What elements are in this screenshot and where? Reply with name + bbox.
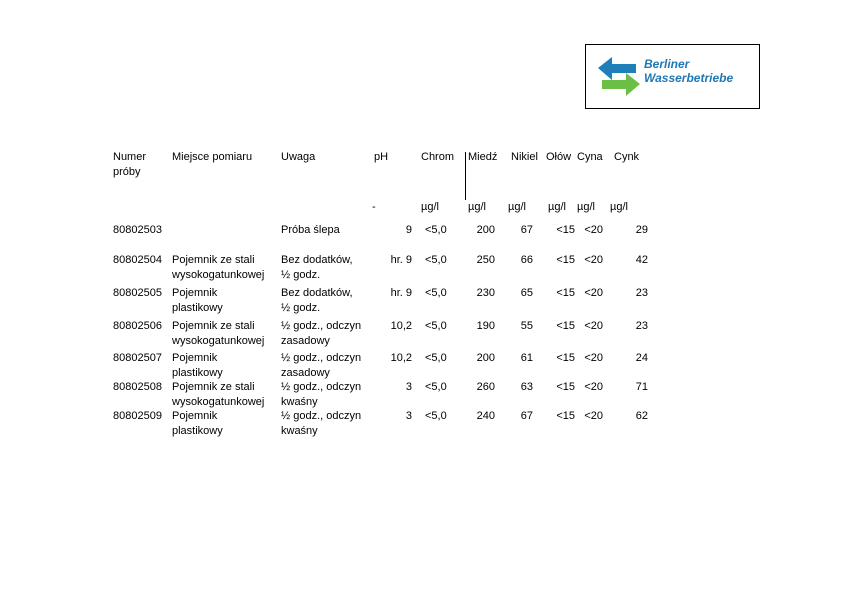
right-arrow-icon bbox=[602, 73, 640, 96]
cell-miedz: 200 bbox=[476, 352, 495, 364]
logo-line-2: Wasserbetriebe bbox=[644, 71, 734, 85]
cell-olow: <15 bbox=[556, 224, 575, 236]
header-miedz: Miedź bbox=[468, 151, 498, 163]
cell-cynk: 23 bbox=[635, 320, 648, 332]
cell-cyna: <20 bbox=[584, 287, 603, 299]
cell-cynk: 62 bbox=[635, 410, 648, 422]
cell-numer: 80802507 bbox=[113, 352, 162, 364]
berliner-wasserbetriebe-logo bbox=[585, 44, 760, 109]
cell-miejsce-line-2: wysokogatunkowej bbox=[172, 268, 265, 281]
header-miejsce: Miejsce pomiaru bbox=[172, 151, 253, 163]
header-numer-line-1: Numer bbox=[113, 151, 147, 163]
cell-nikiel: 67 bbox=[520, 224, 533, 236]
cell-nikiel: 66 bbox=[520, 254, 533, 266]
cell-miejsce-line-1: Pojemnik ze stali bbox=[172, 381, 255, 393]
cell-uwaga bbox=[281, 380, 361, 409]
cell-nikiel: 55 bbox=[520, 320, 533, 332]
cell-chrom: <5,0 bbox=[425, 320, 447, 332]
cell-miejsce bbox=[172, 380, 264, 409]
cell-olow: <15 bbox=[556, 287, 575, 299]
cell-cynk: 71 bbox=[635, 381, 648, 393]
header-numer-line-2: próby bbox=[113, 165, 141, 178]
cell-cynk: 29 bbox=[635, 224, 648, 236]
cell-olow: <15 bbox=[556, 352, 575, 364]
cell-cyna: <20 bbox=[584, 352, 603, 364]
unit-olow: µg/l bbox=[548, 201, 566, 213]
cell-miejsce-line-2: plastikowy bbox=[172, 366, 223, 379]
cell-uwaga-line-1: Próba ślepa bbox=[281, 224, 340, 236]
cell-miejsce bbox=[172, 286, 223, 315]
cell-nikiel: 65 bbox=[520, 287, 533, 299]
header-chrom: Chrom bbox=[421, 151, 455, 163]
cell-nikiel: 61 bbox=[520, 352, 533, 364]
cell-uwaga-line-2: ½ godz. bbox=[281, 301, 321, 314]
cell-chrom: <5,0 bbox=[425, 410, 447, 422]
cell-cyna: <20 bbox=[584, 320, 603, 332]
cell-cynk: 24 bbox=[635, 352, 648, 364]
cell-numer: 80802506 bbox=[113, 320, 162, 332]
unit-cynk: µg/l bbox=[610, 201, 628, 213]
cell-cyna: <20 bbox=[584, 224, 603, 236]
cell-uwaga-line-2: zasadowy bbox=[281, 334, 330, 347]
cell-chrom: <5,0 bbox=[425, 254, 447, 266]
cell-nikiel: 67 bbox=[520, 410, 533, 422]
cell-ph: 9 bbox=[405, 224, 412, 236]
unit-chrom: µg/l bbox=[421, 201, 439, 213]
logo-line-1: Berliner bbox=[644, 57, 690, 71]
cell-numer: 80802504 bbox=[113, 254, 162, 266]
cell-miejsce-line-1: Pojemnik bbox=[172, 410, 218, 422]
cell-miejsce bbox=[172, 351, 223, 380]
header-numer bbox=[113, 150, 146, 179]
cell-uwaga bbox=[281, 319, 361, 348]
cell-chrom: <5,0 bbox=[425, 287, 447, 299]
cell-miejsce-line-1: Pojemnik ze stali bbox=[172, 320, 255, 332]
cell-uwaga-line-1: ½ godz., odczyn bbox=[281, 320, 362, 332]
cell-uwaga bbox=[281, 223, 340, 238]
cell-miedz: 230 bbox=[476, 287, 495, 299]
cell-miedz: 260 bbox=[476, 381, 495, 393]
cell-numer: 80802505 bbox=[113, 287, 162, 299]
cell-olow: <15 bbox=[556, 320, 575, 332]
cell-ph: hr. 9 bbox=[390, 287, 412, 299]
cell-miedz: 200 bbox=[476, 224, 495, 236]
cell-cyna: <20 bbox=[584, 381, 603, 393]
cell-uwaga bbox=[281, 409, 361, 438]
cell-uwaga-line-1: ½ godz., odczyn bbox=[281, 381, 362, 393]
cell-miejsce-line-2: plastikowy bbox=[172, 424, 223, 437]
cell-uwaga-line-2: zasadowy bbox=[281, 366, 330, 379]
header-divider bbox=[465, 152, 466, 200]
cell-uwaga bbox=[281, 351, 361, 380]
header-uwaga: Uwaga bbox=[281, 151, 316, 163]
header-olow: Ołów bbox=[546, 151, 572, 163]
logo-text bbox=[644, 57, 733, 85]
cell-chrom: <5,0 bbox=[425, 352, 447, 364]
cell-olow: <15 bbox=[556, 381, 575, 393]
unit-nikiel: µg/l bbox=[508, 201, 526, 213]
cell-miejsce-line-1: Pojemnik ze stali bbox=[172, 254, 255, 266]
unit-cyna: µg/l bbox=[577, 201, 595, 213]
cell-miejsce-line-2: plastikowy bbox=[172, 301, 223, 314]
cell-olow: <15 bbox=[556, 410, 575, 422]
cell-cyna: <20 bbox=[584, 254, 603, 266]
cell-cynk: 42 bbox=[635, 254, 648, 266]
cell-ph: 3 bbox=[405, 410, 412, 422]
cell-chrom: <5,0 bbox=[425, 224, 447, 236]
header-ph: pH bbox=[374, 151, 389, 163]
cell-uwaga-line-1: Bez dodatków, bbox=[281, 254, 353, 266]
cell-miejsce-line-2: wysokogatunkowej bbox=[172, 395, 265, 408]
header-cyna: Cyna bbox=[577, 151, 603, 163]
cell-uwaga-line-1: ½ godz., odczyn bbox=[281, 410, 362, 422]
cell-miejsce bbox=[172, 319, 264, 348]
unit-ph: - bbox=[372, 201, 376, 213]
cell-numer: 80802503 bbox=[113, 224, 162, 236]
cell-cynk: 23 bbox=[635, 287, 648, 299]
cell-olow: <15 bbox=[556, 254, 575, 266]
cell-miejsce bbox=[172, 253, 264, 282]
cell-ph: 10,2 bbox=[390, 320, 412, 332]
cell-uwaga-line-1: Bez dodatków, bbox=[281, 287, 353, 299]
cell-ph: hr. 9 bbox=[390, 254, 412, 266]
cell-uwaga bbox=[281, 286, 353, 315]
cell-nikiel: 63 bbox=[520, 381, 533, 393]
cell-miejsce bbox=[172, 409, 223, 438]
cell-miedz: 250 bbox=[476, 254, 495, 266]
cell-miedz: 190 bbox=[476, 320, 495, 332]
cell-numer: 80802509 bbox=[113, 410, 162, 422]
cell-miedz: 240 bbox=[476, 410, 495, 422]
cell-numer: 80802508 bbox=[113, 381, 162, 393]
cell-uwaga bbox=[281, 253, 353, 282]
cell-uwaga-line-2: kwaśny bbox=[281, 395, 318, 408]
cell-chrom: <5,0 bbox=[425, 381, 447, 393]
cell-uwaga-line-1: ½ godz., odczyn bbox=[281, 352, 362, 364]
cell-miejsce-line-1: Pojemnik bbox=[172, 287, 218, 299]
cell-uwaga-line-2: ½ godz. bbox=[281, 268, 321, 281]
header-cynk: Cynk bbox=[614, 151, 640, 163]
cell-miejsce-line-1: Pojemnik bbox=[172, 352, 218, 364]
cell-cyna: <20 bbox=[584, 410, 603, 422]
cell-miejsce-line-2: wysokogatunkowej bbox=[172, 334, 265, 347]
arrows-logo-icon bbox=[596, 55, 642, 97]
cell-uwaga-line-2: kwaśny bbox=[281, 424, 318, 437]
unit-miedz: µg/l bbox=[468, 201, 486, 213]
cell-ph: 3 bbox=[405, 381, 412, 393]
cell-ph: 10,2 bbox=[390, 352, 412, 364]
header-nikiel: Nikiel bbox=[511, 151, 538, 163]
